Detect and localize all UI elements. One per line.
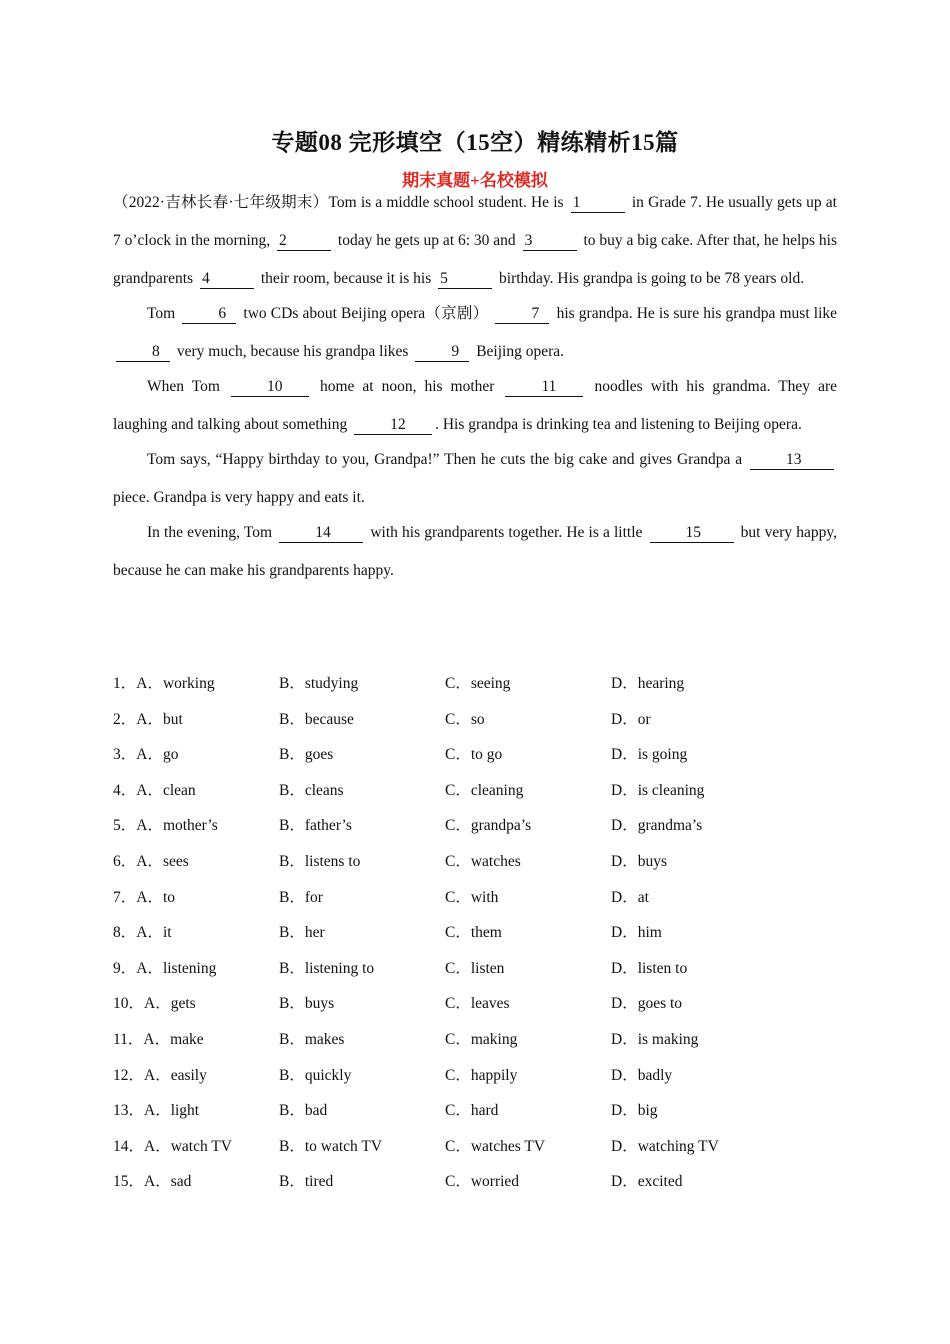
option-a: 15．A．sad — [113, 1173, 192, 1191]
option-d: D．big — [611, 1102, 658, 1120]
paragraph-5: In the evening, Tom 14 with his grandparents together. He is a little 15 but very happy, because he can make his grandparents happy. — [113, 524, 837, 579]
option-c: C．listen — [445, 959, 505, 977]
option-a: 1．A．working — [113, 675, 215, 692]
paragraph-4: Tom says, “Happy birthday to you, Grandpa!” Then he cuts the big cake and gives Grandpa a 13 piece. Grandpa is very happy and eats it. — [113, 441, 837, 517]
question-row — [113, 737, 837, 773]
page-title: 专题08 完形填空（15空）精练精析15篇 — [271, 130, 679, 155]
option-b: B．goes — [279, 746, 334, 764]
cloze-passage — [113, 184, 837, 588]
option-d: D．goes to — [611, 995, 683, 1013]
paragraph-2: Tom 6 two CDs about Beijing opera（京剧） 7 his grandpa. He is sure his grandpa must like 8 very much, because his grandpa likes 9 Beijing opera. — [113, 295, 837, 371]
option-d: D．is cleaning — [611, 781, 705, 799]
option-a: 3．A．go — [113, 746, 179, 764]
option-d: D．watching TV — [611, 1137, 719, 1155]
option-c: C．seeing — [445, 675, 511, 692]
blank-9: 9 — [415, 343, 469, 362]
question-row — [113, 773, 837, 809]
option-c: C．worried — [445, 1173, 520, 1191]
option-b: B．to watch TV — [279, 1137, 383, 1155]
answer-options — [113, 666, 837, 1200]
option-d: D．buys — [611, 852, 667, 870]
option-c: C．leaves — [445, 995, 510, 1013]
question-row — [113, 666, 837, 702]
option-c: C．happily — [445, 1066, 518, 1084]
option-d: D．badly — [611, 1066, 673, 1084]
option-a: 8．A．it — [113, 924, 172, 942]
option-a: 5．A．mother’s — [113, 817, 218, 835]
question-row — [113, 808, 837, 844]
blank-14: 14 — [279, 524, 363, 543]
question-row — [113, 1129, 837, 1165]
option-a: 13．A．light — [113, 1102, 200, 1120]
blank-7: 7 — [495, 305, 549, 324]
option-a: 4．A．clean — [113, 781, 196, 799]
option-a: 6．A．sees — [113, 852, 189, 870]
option-c: C．watches — [445, 852, 521, 870]
option-b: B．quickly — [279, 1066, 352, 1084]
option-b: B．tired — [279, 1173, 334, 1191]
option-a: 12．A．easily — [113, 1066, 207, 1084]
option-a: 7．A．to — [113, 888, 176, 906]
page-subtitle: 期末真题+名校模拟 — [402, 171, 548, 190]
blank-10: 10 — [231, 378, 309, 397]
option-c: C．them — [445, 924, 502, 942]
blank-4: 4 — [200, 270, 254, 289]
option-b: B．because — [279, 710, 354, 728]
option-c: C．with — [445, 888, 499, 906]
question-row — [113, 986, 837, 1022]
option-b: B．father’s — [279, 817, 352, 835]
option-d: D．excited — [611, 1173, 683, 1191]
blank-8: 8 — [116, 343, 170, 362]
question-row — [113, 1058, 837, 1094]
question-row — [113, 1093, 837, 1129]
option-c: C．hard — [445, 1102, 499, 1120]
option-c: C．watches TV — [445, 1137, 546, 1155]
option-c: C．grandpa’s — [445, 817, 532, 835]
blank-5: 5 — [438, 270, 492, 289]
option-d: D．hearing — [611, 675, 685, 692]
option-d: D．listen to — [611, 959, 688, 977]
option-d: D．is going — [611, 746, 688, 764]
blank-2: 2 — [277, 232, 331, 251]
option-d: D．at — [611, 888, 649, 906]
option-d: D．grandma’s — [611, 817, 703, 835]
blank-12: 12 — [354, 416, 432, 435]
question-row — [113, 880, 837, 916]
option-d: D．or — [611, 710, 651, 728]
question-row — [113, 702, 837, 738]
question-row — [113, 1022, 837, 1058]
option-a: 2．A．but — [113, 710, 183, 728]
option-b: B．for — [279, 888, 323, 906]
question-row — [113, 951, 837, 987]
paragraph-1: （2022·吉林长春·七年级期末）Tom is a middle school student. He is 1 in Grade 7. He usually gets up at 7 o’clock in the morning, 2 today he gets up at 6: 30 and 3 to buy a big cake. After that, he helps his grandparents 4 their room, because it is his 5 birthday. His grandpa is going to be 78 years old. — [113, 194, 838, 287]
option-c: C．so — [445, 710, 485, 728]
option-a: 10．A．gets — [113, 995, 196, 1013]
option-b: B．listens to — [279, 852, 361, 870]
option-c: C．making — [445, 1030, 518, 1048]
option-d: D．is making — [611, 1030, 699, 1048]
blank-1: 1 — [571, 194, 625, 213]
blank-13: 13 — [750, 451, 834, 470]
question-row — [113, 1164, 837, 1200]
option-b: B．makes — [279, 1030, 345, 1048]
option-a: 9．A．listening — [113, 959, 217, 977]
blank-3: 3 — [523, 232, 577, 251]
option-b: B．studying — [279, 675, 359, 692]
option-b: B．cleans — [279, 781, 344, 799]
question-row — [113, 844, 837, 880]
option-a: 11．A．make — [113, 1030, 204, 1048]
option-c: C．cleaning — [445, 781, 524, 799]
option-b: B．buys — [279, 995, 335, 1013]
blank-6: 6 — [182, 305, 236, 324]
option-a: 14．A．watch TV — [113, 1137, 232, 1155]
option-b: B．listening to — [279, 959, 375, 977]
blank-15: 15 — [650, 524, 734, 543]
blank-11: 11 — [505, 378, 583, 397]
option-c: C．to go — [445, 746, 503, 764]
option-b: B．bad — [279, 1102, 328, 1120]
option-b: B．her — [279, 924, 325, 942]
question-row — [113, 915, 837, 951]
paragraph-3: When Tom 10 home at noon, his mother 11 noodles with his grandma. They are laughing and talking about something 12 . His grandpa is drinking tea and listening to Beijing opera. — [113, 378, 837, 433]
option-d: D．him — [611, 924, 662, 942]
